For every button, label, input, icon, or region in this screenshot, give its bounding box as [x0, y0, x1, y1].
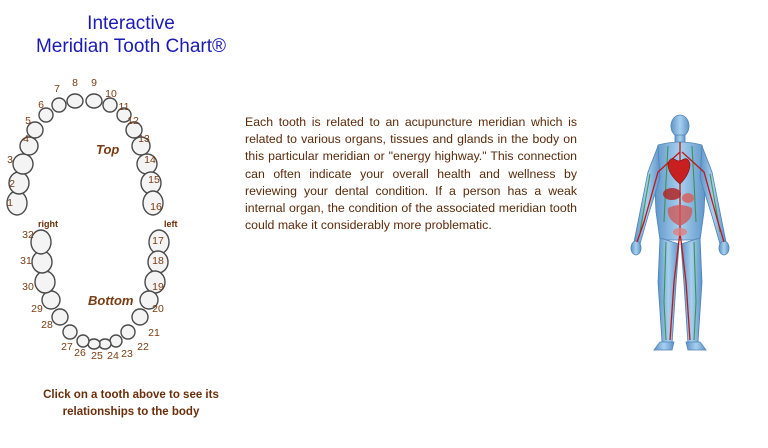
meridian-description: Each tooth is related to an acupuncture meridian which is related to various organs, tissues and glands in the body on this particular meridian or "energy highway." This connection can often indicate your overall health and wellness by reviewing your dental condition. If a person has a weak internal organ, the condition of the associated meridian tooth could make it considerably more problematic.	[245, 115, 577, 233]
tooth-number-13: 13	[138, 133, 150, 145]
instructions	[20, 387, 242, 421]
tooth-29[interactable]	[42, 291, 60, 309]
tooth-number-6: 6	[38, 99, 44, 111]
tooth-27[interactable]	[63, 325, 77, 339]
tooth-25[interactable]	[88, 339, 100, 349]
tooth-number-29: 29	[31, 303, 43, 315]
tooth-number-19: 19	[152, 281, 164, 293]
tooth-number-8: 8	[72, 77, 78, 89]
bottom-jaw-label: Bottom	[88, 293, 134, 308]
tooth-number-32: 32	[22, 229, 34, 241]
left-side-label: left	[164, 219, 178, 229]
tooth-9[interactable]	[86, 94, 102, 108]
tooth-number-12: 12	[127, 115, 139, 127]
tooth-number-22: 22	[137, 341, 149, 353]
tooth-number-25: 25	[91, 350, 103, 362]
tooth-32[interactable]	[31, 230, 51, 254]
page-title	[0, 12, 262, 58]
tooth-number-17: 17	[152, 235, 164, 247]
tooth-number-10: 10	[105, 88, 117, 100]
tooth-28[interactable]	[52, 309, 68, 325]
tooth-number-7: 7	[54, 83, 60, 95]
tooth-3[interactable]	[13, 154, 33, 174]
tooth-chart	[0, 70, 230, 370]
tooth-number-21: 21	[148, 327, 160, 339]
tooth-number-2: 2	[9, 178, 15, 190]
title-line-2: Meridian Tooth Chart®	[35, 36, 227, 57]
tooth-number-3: 3	[7, 154, 13, 166]
tooth-number-30: 30	[22, 281, 34, 293]
tooth-21[interactable]	[132, 309, 148, 325]
tooth-number-28: 28	[41, 319, 53, 331]
tooth-number-24: 24	[107, 350, 119, 362]
tooth-number-31: 31	[20, 255, 32, 267]
tooth-number-1: 1	[7, 197, 13, 209]
instructions-line-1: Click on a tooth above to see its	[43, 389, 219, 401]
tooth-number-18: 18	[152, 255, 164, 267]
tooth-number-14: 14	[144, 154, 156, 166]
tooth-number-15: 15	[148, 174, 160, 186]
tooth-number-11: 11	[118, 101, 130, 113]
tooth-number-4: 4	[23, 133, 29, 145]
tooth-23[interactable]	[110, 335, 122, 347]
tooth-10[interactable]	[103, 98, 117, 112]
right-side-label: right	[38, 219, 58, 229]
tooth-number-9: 9	[91, 77, 97, 89]
title-line-1: Interactive	[87, 13, 175, 34]
tooth-number-23: 23	[121, 348, 133, 360]
tooth-22[interactable]	[121, 325, 135, 339]
instructions-line-2: relationships to the body	[62, 406, 200, 418]
tooth-26[interactable]	[77, 335, 89, 347]
tooth-7[interactable]	[52, 98, 66, 112]
tooth-number-20: 20	[152, 303, 164, 315]
tooth-24[interactable]	[99, 339, 111, 349]
top-jaw-label: Top	[96, 142, 120, 157]
tooth-8[interactable]	[67, 94, 83, 108]
tooth-number-16: 16	[150, 201, 162, 213]
human-body-meridian-figure	[628, 112, 732, 358]
tooth-30[interactable]	[35, 271, 55, 293]
tooth-number-27: 27	[61, 341, 73, 353]
tooth-number-26: 26	[74, 347, 86, 359]
tooth-number-5: 5	[25, 115, 31, 127]
